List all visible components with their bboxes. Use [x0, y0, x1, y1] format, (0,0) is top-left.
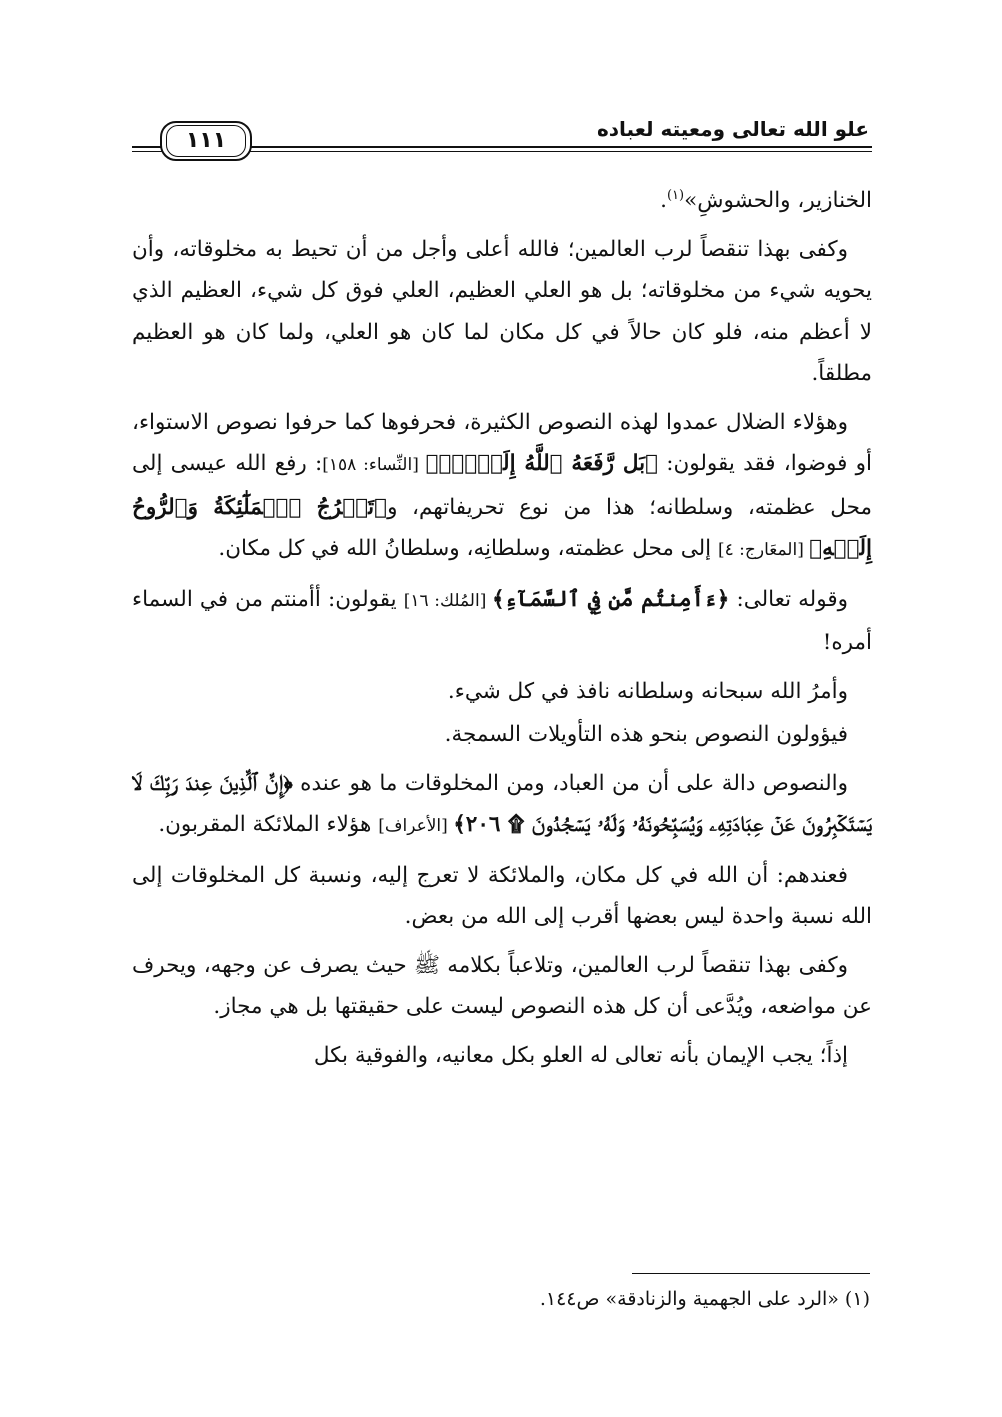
quran-verse: ﴿تَعۡرُجُ ٱلۡمَلَٰٓئِكَةُ وَٱلرُّوحُ إِلَيۡهِ﴾ — [132, 494, 872, 562]
paragraph-text: يقولون: أأمنتم من في السماء أمره! — [132, 586, 872, 656]
quran-verse: ﴿ءَأَمِنتُم مَّن فِي ٱلسَّمَآءِ﴾ — [491, 586, 730, 612]
paragraph: وكفى بهذا تنقصاً لرب العالمين؛ فالله أعلى وأجل من أن تحيط به مخلوقاته، وأن يحويه شيء من مخلوقاته؛ بل هو العلي العظيم، العلي فوق كل شيء، العظيم الذي لا أعظم منه، فلو كان حالاً في كل مكان لما كان هو العلي، ولما كان هو العظيم مطلقاً. — [132, 236, 872, 387]
paragraph: فعندهم: أن الله في كل مكان، والملائكة لا تعرج إليه، ونسبة كل المخلوقات إلى الله نسبة واحدة ليس بعضها أقرب إلى الله من بعض. — [132, 862, 872, 930]
footnote-separator — [632, 1273, 870, 1274]
paragraph-text: هؤلاء الملائكة المقربون. — [158, 812, 379, 838]
paragraph-text: إلى محل عظمته، وسلطانِه، وسلطانُ الله في كل مكان. — [218, 536, 718, 562]
paragraph — [132, 175, 872, 222]
running-header-title: علو الله تعالى ومعيته لعباده — [596, 117, 869, 141]
paragraph: فيؤولون النصوص بنحو هذه التأويلات السمجة. — [444, 722, 848, 748]
quran-verse: ﴿بَل رَّفَعَهُ ٱللَّهُ إِلَيۡهِۚ﴾ — [425, 451, 658, 477]
paragraph: وكفى بهذا تنقصاً لرب العالمين، وتلاعباً بكلامه ﷺ حيث يصرف عن وجهه، ويحرف عن مواضعه، ويُدَّعى أن كل هذه النصوص ليست على حقيقتها بل هي مجاز. — [132, 952, 872, 1020]
verse-reference: [المُلك: ١٦] — [403, 590, 492, 611]
paragraph: وأمرُ الله سبحانه وسلطانه نافذ في كل شيء. — [447, 678, 848, 704]
body-text — [132, 175, 872, 1083]
quran-verse: ﴿إِنَّ ٱلَّذِينَ عِندَ رَبِّكَ لَا يَسۡتَكۡبِرُونَ عَنۡ عِبَادَتِهِۦ وَيُسَبِّحُونَهُۥ وَلَهُۥ يَسۡجُدُونَ ۩ ٢٠٦﴾ — [132, 770, 872, 838]
page-number: ١١١ — [185, 128, 227, 153]
paragraph-text: . — [660, 188, 667, 214]
paragraph — [132, 579, 872, 664]
paragraph-text: والنصوص دالة على أن من العباد، ومن المخلوقات ما هو عنده — [292, 770, 849, 796]
paragraph-text: وقوله تعالى: — [729, 586, 848, 612]
paragraph-text: : رفع الله عيسى إلى محل عظمته، وسلطانه؛ هذا من نوع تحريفاتهم، و — [132, 451, 872, 520]
paragraph-text: وهؤلاء الضلال عمدوا لهذه النصوص الكثيرة، فحرفوها كما حرفوا نصوص الاستواء، أو فوضوا، فقد يقولون: — [132, 409, 872, 477]
footnote: (١) «الرد على الجهمية والزنادقة» ص١٤٤. — [539, 1288, 870, 1310]
paragraph-text: الخنازير، والحشوشِ» — [684, 188, 872, 214]
verse-reference: [المعَارج: ٤] — [717, 540, 810, 561]
verse-reference: [النِّساء: ١٥٨] — [322, 455, 426, 476]
paragraph — [132, 402, 872, 572]
verse-reference: [الأعراف] — [378, 816, 454, 837]
paragraph — [132, 763, 872, 848]
paragraph: إذاً؛ يجب الإيمان بأنه تعالى له العلو بكل معانيه، والفوقية بكل — [313, 1042, 848, 1068]
footnote-marker[interactable]: (١) — [666, 188, 685, 203]
